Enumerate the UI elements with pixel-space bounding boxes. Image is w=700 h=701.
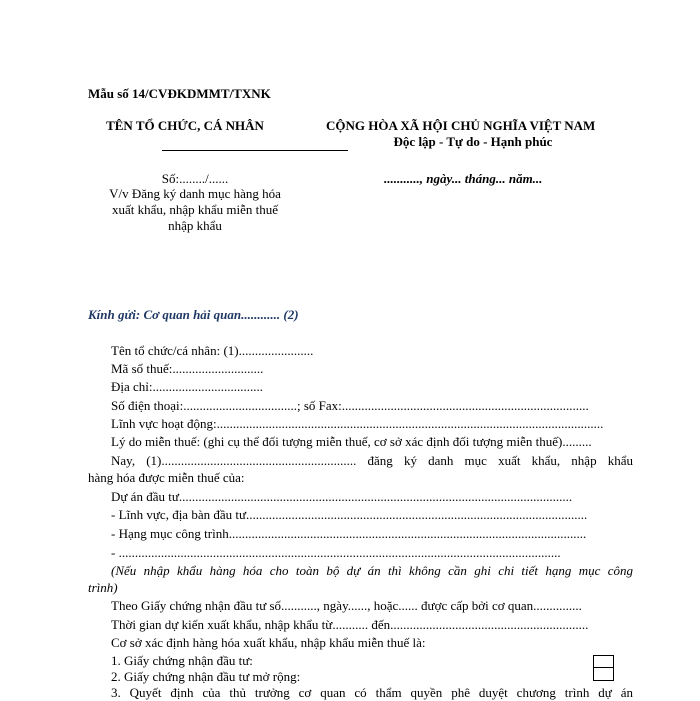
form-code: Mẫu số 14/CVĐKDMMT/TXNK — [88, 86, 271, 101]
field-business-sector: Lĩnh vực hoạt động:....................................................................................................................... — [111, 416, 604, 431]
basis-item-3: 3. Quyết định của thủ trưởng cơ quan có thẩm quyền phê duyệt chương trình dự án — [111, 685, 633, 700]
note-line-1: (Nếu nhập khẩu hàng hóa cho toàn bộ dự án thì không cần ghi chi tiết hạng mục công — [111, 563, 633, 578]
field-investment-project: Dự án đầu tư......................................................................................................................... — [111, 489, 573, 504]
basis-item-1: 1. Giấy chứng nhận đầu tư: — [111, 653, 253, 668]
field-investment-sector: - Lĩnh vực, địa bàn đầu tư......................................................................................................... — [111, 507, 588, 522]
field-exemption-reason: Lý do miễn thuế: (ghi cụ thể đối tượng miễn thuế, cơ sở xác định đối tượng miễn thuế)......... — [111, 434, 592, 449]
subject-line-3: nhập khẩu — [168, 218, 222, 233]
paragraph-now-line-1: Nay, (1)............................................................ đăng ký danh mục xuất khẩu, nhập khẩu — [111, 453, 633, 468]
checkbox-expanded-certificate[interactable] — [593, 667, 614, 681]
national-motto: Độc lập - Tự do - Hạnh phúc — [393, 134, 553, 149]
subject-line-2: xuất khẩu, nhập khẩu miễn thuế — [111, 202, 279, 217]
date-line: ..........., ngày... tháng... năm... — [384, 171, 543, 186]
organization-title: TÊN TỔ CHỨC, CÁ NHÂN — [106, 118, 264, 133]
organization-title-underline — [162, 150, 348, 151]
field-phone-fax: Số điện thoại:...................................; số Fax:............................................................................ — [111, 398, 589, 413]
field-investment-certificate: Theo Giấy chứng nhận đầu tư số..........., ngày......, hoặc...... được cấp bởi cơ quan............... — [111, 598, 582, 613]
field-work-item: - Hạng mục công trình.............................................................................................................. — [111, 526, 587, 541]
subject-line-1: V/v Đăng ký danh mục hàng hóa — [109, 186, 281, 201]
field-tax-code: Mã số thuế:............................ — [111, 361, 264, 376]
national-title: CỘNG HÒA XÃ HỘI CHỦ NGHĨA VIỆT NAM — [326, 118, 596, 133]
recipient-line: Kính gửi: Cơ quan hải quan............ (2) — [88, 307, 299, 322]
field-other: - ........................................................................................................................................ — [111, 545, 561, 560]
field-organization-name: Tên tổ chức/cá nhân: (1)....................... — [111, 343, 314, 358]
field-basis-heading: Cơ sở xác định hàng hóa xuất khẩu, nhập khẩu miễn thuế là: — [111, 635, 426, 650]
field-expected-period: Thời gian dự kiến xuất khẩu, nhập khẩu từ........... đến............................................................. — [111, 617, 589, 632]
basis-item-2: 2. Giấy chứng nhận đầu tư mở rộng: — [111, 669, 301, 684]
field-address: Địa chỉ:.................................. — [111, 379, 264, 394]
note-line-2: trình) — [88, 580, 118, 595]
paragraph-now-line-2: hàng hóa được miễn thuế của: — [88, 470, 245, 485]
document-number: Số:......../...... — [161, 171, 229, 186]
